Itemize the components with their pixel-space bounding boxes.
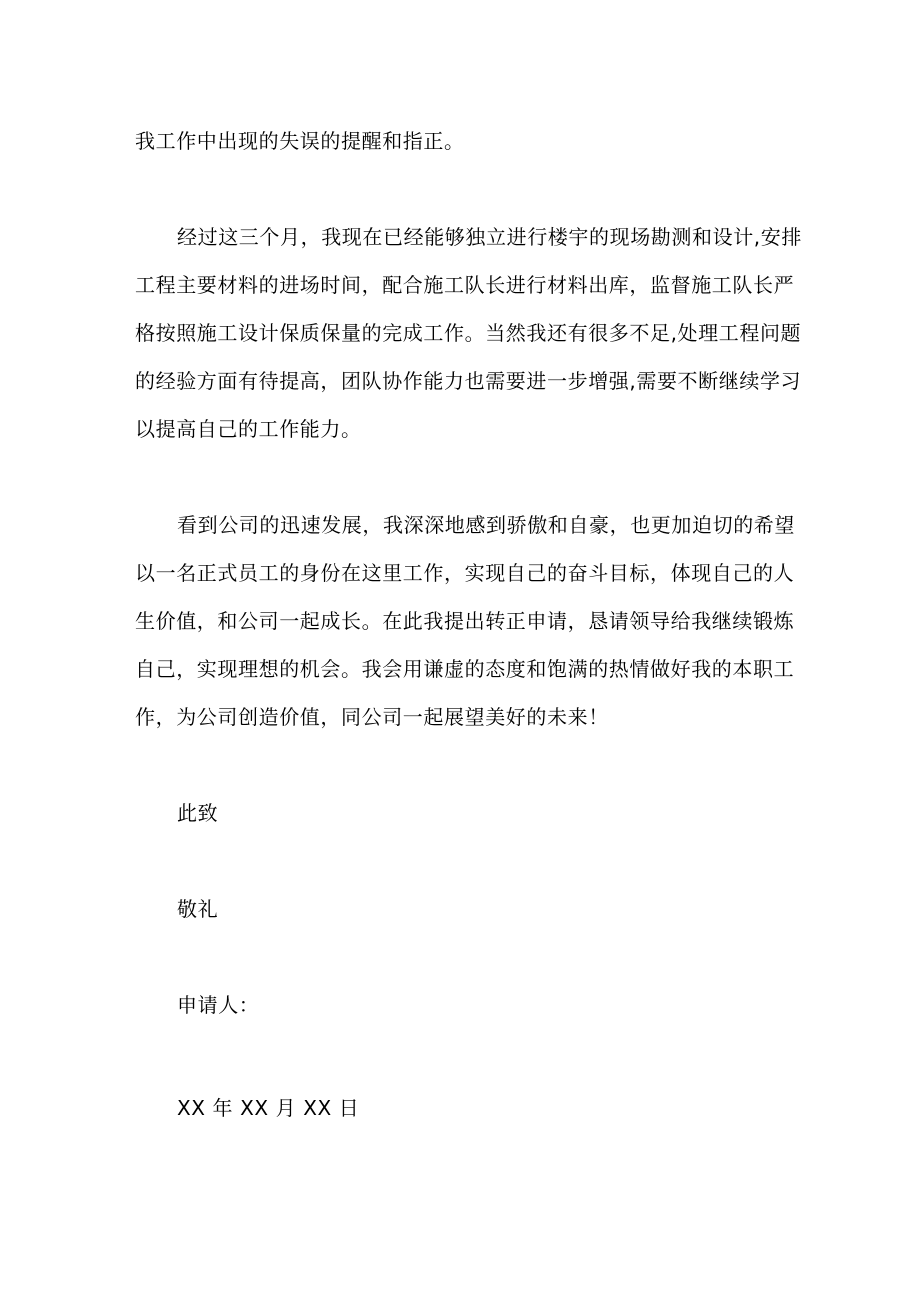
paragraph2-line-2: 工程主要材料的进场时间，配合施工队长进行材料出库，监督施工队长严 [135, 273, 795, 297]
closing-text: 此致 [177, 801, 219, 825]
continuation-line: 我工作中出现的失误的提醒和指正。 [135, 129, 465, 153]
paragraph3-line-2: 以一名正式员工的身份在这里工作，实现自己的奋斗目标，体现自己的人 [135, 561, 795, 585]
paragraph3-line-5: 作，为公司创造价值，同公司一起展望美好的未来！ [135, 705, 609, 729]
paragraph2-line-3: 格按照施工设计保质保量的完成工作。当然我还有很多不足,处理工程问题 [135, 321, 802, 345]
paragraph2-line-4: 的经验方面有待提高，团队协作能力也需要进一步增强,需要不断继续学习 [135, 369, 802, 393]
date-line: XX 年 XX 月 XX 日 [177, 1096, 360, 1120]
paragraph3-line-4: 自己，实现理想的机会。我会用谦虚的态度和饱满的热情做好我的本职工 [135, 657, 795, 681]
paragraph3-line-1: 看到公司的迅速发展，我深深地感到骄傲和自豪，也更加迫切的希望 [177, 513, 795, 537]
paragraph2-line-5: 以提高自己的工作能力。 [135, 417, 362, 441]
salute-text: 敬礼 [177, 897, 219, 921]
paragraph2-line-1: 经过这三个月，我现在已经能够独立进行楼宇的现场勘测和设计,安排 [177, 225, 802, 249]
applicant-label: 申请人： [177, 993, 260, 1017]
paragraph3-line-3: 生价值，和公司一起成长。在此我提出转正申请，恳请领导给我继续锻炼 [135, 609, 795, 633]
